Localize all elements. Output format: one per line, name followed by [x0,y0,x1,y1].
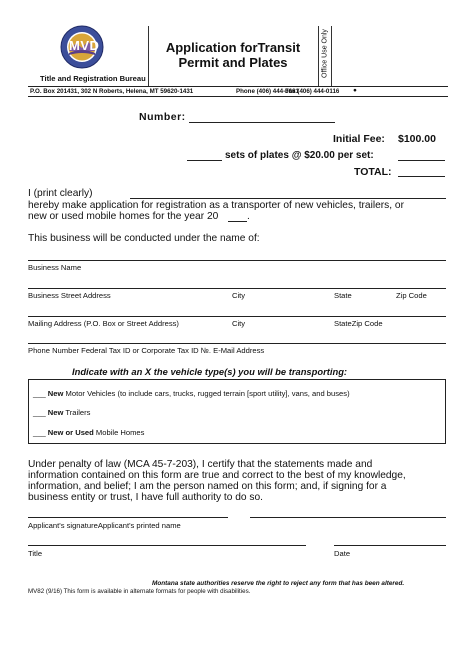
mailing-address-label: Mailing Address (P.O. Box or Street Address) [28,319,179,328]
total-field[interactable] [398,176,445,177]
vehicle-option-mobile-homes[interactable] [33,428,144,437]
vehicle-option-motor[interactable] [33,389,350,398]
total-label: TOTAL: [354,166,392,178]
altered-notice: Montana state authorities reserve the right to reject any form that has been altered. [152,580,405,587]
vehicle-option-text: Trailers [65,408,91,417]
year-period: . [247,211,250,222]
state-zip-label-2: StateZip Code [334,319,383,328]
business-name-label: Business Name [28,263,82,272]
date-line[interactable] [334,545,446,546]
business-conducted-label: This business will be conducted under the name of: [28,233,260,244]
bureau-name: Title and Registration Bureau [40,74,146,83]
vehicle-option-bold: New [47,389,64,398]
applicant-signature-line[interactable] [28,517,228,518]
form-id-line [28,588,250,595]
logo-text: MVD [69,38,100,53]
bureau-fax: Fax (406) 444-0116 [285,88,340,95]
date-label: Date [334,549,351,558]
penalty-line2: information contained on this form are true and correct to the best of my knowledge, [28,470,406,481]
street-address-line[interactable] [28,288,446,289]
office-use-label: Office Use Only [321,29,329,78]
header-rule [28,86,448,87]
vehicle-option-bold: New or Used [47,428,94,437]
alt-formats-note: This form is available in alternate formats for people with disabilities. [63,588,251,595]
office-use-label-wrap [319,26,331,86]
city-label-2: City [232,319,246,328]
form-id: MV82 (9/16) [28,588,63,595]
application-line1: hereby make application for registration as a transporter of new vehicles, trailers, or [28,200,404,211]
number-field[interactable] [189,122,335,123]
applicant-printed-name-line[interactable] [250,517,446,518]
vehicle-option-bold: New [47,408,64,417]
year-field[interactable] [228,221,247,222]
form-title-line1: Application forTransit [165,40,301,55]
penalty-line4: business entity or trust, I have full authority to do so. [28,492,263,503]
application-line2: new or used mobile homes for the year 20 [28,211,219,222]
phone-tax-email-label: Phone Number Federal Tax ID or Corporate Tax ID №. E-Mail Address [28,346,265,355]
bureau-address: P.O. Box 201431, 302 N Roberts, Helena, MT 59620-1431 [30,88,194,95]
sets-label: sets of plates @ $20.00 per set: [225,150,374,161]
header-vertical-divider [148,26,149,86]
form-title [152,40,314,70]
title-line[interactable] [28,545,306,546]
bureau-phone: Phone (406) 444-3661 [236,88,299,95]
sets-quantity-field[interactable] [187,160,222,161]
form-title-line2: Permit and Plates [178,55,288,70]
print-clearly-label: I (print clearly) [28,188,93,199]
phone-tax-email-line[interactable] [28,343,446,344]
signature-label: Applicant's signatureApplicant's printed name [28,521,181,530]
vehicle-type-heading: Indicate with an X the vehicle type(s) you will be transporting: [72,366,348,377]
mvd-logo [60,25,104,69]
initial-fee-label: Initial Fee: [333,133,385,145]
vehicle-option-text: Mobile Homes [95,428,145,437]
city-label-1: City [232,291,246,300]
vehicle-option-trailers[interactable] [33,408,90,417]
vehicle-option-blank[interactable]: ___ [33,408,46,417]
zip-label-1: Zip Code [396,291,427,300]
title-label: Title [28,549,43,558]
business-name-line[interactable] [28,260,446,261]
vehicle-option-blank[interactable]: ___ [33,389,46,398]
number-label: Number: [139,111,186,123]
header-rule-bottom [28,96,448,97]
sets-amount-field[interactable] [398,160,445,161]
mailing-address-line[interactable] [28,316,446,317]
header-bullet: ● [353,87,357,94]
vehicle-option-text: Motor Vehicles (to include cars, trucks, rugged terrain [sport utility], vans, and buses) [65,389,350,398]
state-label-1: State [334,291,352,300]
initial-fee-value: $100.00 [398,133,436,145]
office-use-box-right [331,26,332,86]
street-address-label: Business Street Address [28,291,111,300]
penalty-line1: Under penalty of law (MCA 45-7-203), I certify that the statements made and [28,459,373,470]
applicant-name-field[interactable] [130,198,446,199]
penalty-line3: information, and belief; I am the person named on this form; and, if signing for a [28,481,387,492]
vehicle-option-blank[interactable]: ___ [33,428,46,437]
